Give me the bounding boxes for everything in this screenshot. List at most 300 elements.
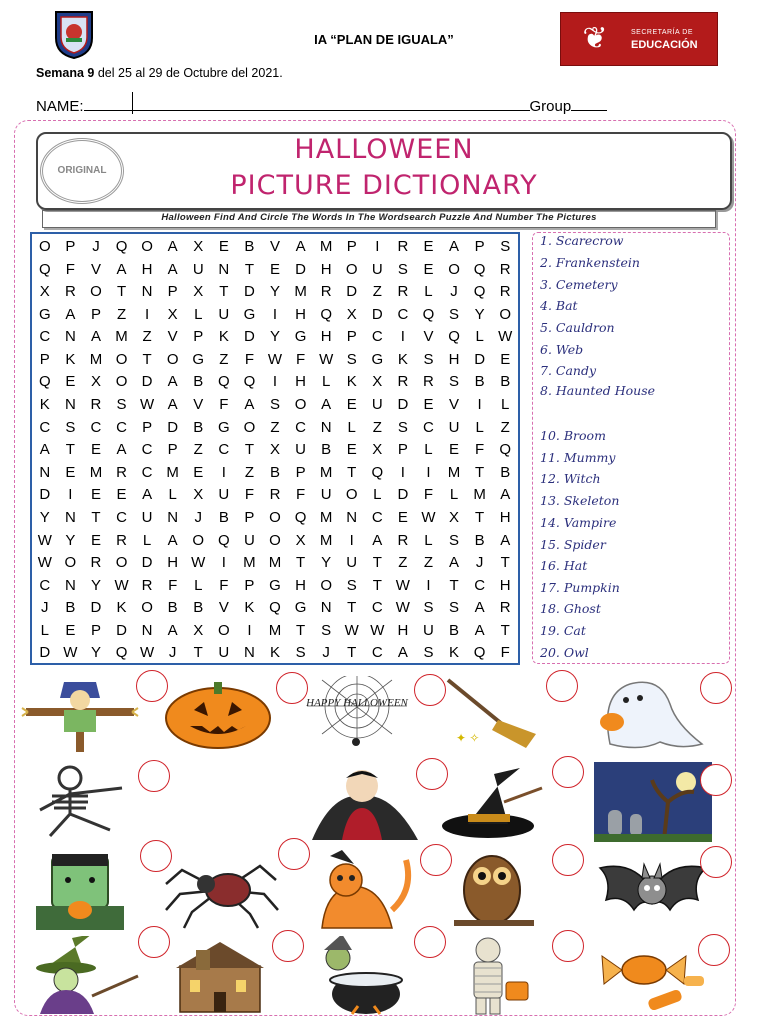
grid-letter[interactable]: Y [39, 508, 50, 526]
grid-letter[interactable]: C [423, 418, 434, 436]
grid-letter[interactable]: G [243, 305, 256, 323]
grid-letter[interactable]: A [116, 260, 127, 278]
grid-letter[interactable]: B [500, 463, 511, 481]
grid-letter[interactable]: J [92, 238, 100, 255]
answer-circle[interactable] [700, 672, 732, 704]
grid-letter[interactable]: R [64, 283, 76, 301]
grid-letter[interactable]: L [449, 486, 459, 504]
grid-letter[interactable]: B [269, 463, 280, 481]
answer-circle[interactable] [416, 758, 448, 790]
grid-letter[interactable]: B [193, 373, 204, 391]
grid-letter[interactable]: M [473, 486, 486, 504]
grid-letter[interactable]: I [68, 486, 73, 504]
answer-circle[interactable] [272, 930, 304, 962]
grid-letter[interactable]: T [475, 508, 485, 526]
grid-letter[interactable]: Q [38, 260, 51, 278]
grid-letter[interactable]: U [218, 486, 230, 504]
grid-letter[interactable]: E [397, 508, 408, 526]
grid-letter[interactable]: U [243, 531, 255, 549]
grid-letter[interactable]: T [500, 621, 510, 639]
grid-letter[interactable]: I [145, 305, 150, 323]
answer-circle[interactable] [276, 672, 308, 704]
grid-letter[interactable]: E [65, 621, 76, 639]
grid-letter[interactable]: E [423, 238, 434, 255]
grid-letter[interactable]: D [371, 305, 383, 323]
grid-letter[interactable]: O [90, 283, 102, 301]
grid-letter[interactable]: K [346, 373, 357, 391]
grid-letter[interactable]: C [141, 463, 153, 481]
grid-letter[interactable]: E [116, 486, 127, 504]
grid-letter[interactable]: B [193, 418, 204, 436]
grid-letter[interactable]: V [423, 328, 434, 346]
grid-letter[interactable]: W [37, 531, 52, 549]
grid-letter[interactable]: M [294, 283, 307, 301]
grid-letter[interactable]: M [319, 238, 333, 255]
grid-letter[interactable]: G [371, 350, 384, 368]
grid-letter[interactable]: S [116, 396, 127, 414]
grid-letter[interactable]: D [346, 283, 358, 301]
grid-letter[interactable]: S [449, 531, 460, 549]
grid-letter[interactable]: H [295, 305, 306, 323]
grid-letter[interactable]: P [244, 576, 255, 594]
grid-letter[interactable]: D [141, 373, 153, 391]
grid-letter[interactable]: M [447, 463, 461, 481]
grid-letter[interactable]: D [90, 599, 102, 617]
grid-letter[interactable]: N [320, 418, 332, 436]
grid-letter[interactable]: W [421, 508, 436, 526]
grid-letter[interactable]: T [116, 283, 127, 301]
grid-letter[interactable]: T [244, 260, 254, 278]
grid-letter[interactable]: W [267, 350, 283, 368]
grid-letter[interactable]: B [167, 599, 178, 617]
grid-letter[interactable]: O [141, 238, 153, 255]
grid-letter[interactable]: Q [320, 305, 332, 323]
grid-letter[interactable]: Z [423, 554, 434, 572]
grid-letter[interactable]: R [499, 599, 511, 617]
grid-letter[interactable]: G [294, 599, 307, 617]
grid-letter[interactable]: Q [243, 373, 256, 391]
grid-letter[interactable]: T [475, 463, 485, 481]
answer-circle[interactable] [546, 670, 578, 702]
grid-letter[interactable]: W [498, 328, 513, 346]
grid-letter[interactable]: R [499, 283, 511, 301]
grid-letter[interactable]: S [449, 305, 460, 323]
answer-circle[interactable] [414, 926, 446, 958]
grid-letter[interactable]: N [218, 260, 230, 278]
grid-letter[interactable]: X [346, 305, 357, 323]
grid-letter[interactable]: L [424, 283, 433, 301]
grid-letter[interactable]: G [192, 350, 205, 368]
grid-letter[interactable]: C [116, 508, 127, 526]
grid-letter[interactable]: J [450, 283, 458, 301]
grid-letter[interactable]: O [269, 508, 281, 526]
grid-letter[interactable]: W [114, 576, 129, 594]
grid-letter[interactable]: S [500, 238, 511, 255]
grid-letter[interactable]: E [423, 396, 434, 414]
grid-letter[interactable]: I [349, 531, 354, 549]
grid-letter[interactable]: Z [142, 328, 152, 346]
grid-letter[interactable]: B [193, 599, 204, 617]
grid-letter[interactable]: D [39, 486, 51, 504]
grid-letter[interactable]: P [167, 441, 178, 459]
grid-letter[interactable]: M [319, 463, 333, 481]
grid-letter[interactable]: D [243, 283, 255, 301]
grid-letter[interactable]: T [142, 350, 152, 368]
grid-letter[interactable]: A [449, 238, 460, 255]
grid-letter[interactable]: A [474, 621, 485, 639]
grid-letter[interactable]: R [90, 554, 102, 572]
grid-letter[interactable]: C [474, 576, 486, 594]
grid-letter[interactable]: T [295, 621, 306, 639]
grid-letter[interactable]: L [475, 328, 484, 346]
grid-letter[interactable]: K [244, 599, 255, 617]
grid-letter[interactable]: U [295, 441, 306, 459]
grid-letter[interactable]: L [142, 531, 152, 549]
grid-letter[interactable]: K [269, 644, 280, 662]
grid-letter[interactable]: E [65, 373, 76, 391]
grid-letter[interactable]: T [500, 554, 510, 572]
grid-letter[interactable]: S [397, 260, 408, 278]
grid-letter[interactable]: B [449, 621, 460, 639]
grid-letter[interactable]: B [244, 238, 255, 255]
grid-letter[interactable]: V [449, 396, 460, 414]
grid-letter[interactable]: K [65, 350, 76, 368]
grid-letter[interactable]: F [244, 486, 254, 504]
grid-letter[interactable]: Q [448, 328, 460, 346]
grid-letter[interactable]: Y [269, 283, 280, 301]
grid-letter[interactable]: S [449, 373, 460, 391]
grid-letter[interactable]: S [346, 576, 357, 594]
grid-letter[interactable]: W [191, 554, 206, 572]
grid-letter[interactable]: W [63, 644, 78, 662]
grid-letter[interactable]: S [423, 350, 434, 368]
grid-letter[interactable]: B [474, 373, 485, 391]
grid-letter[interactable]: J [475, 554, 484, 572]
grid-letter[interactable]: D [295, 260, 306, 278]
grid-letter[interactable]: G [38, 305, 51, 323]
grid-letter[interactable]: A [167, 621, 178, 639]
grid-letter[interactable]: Q [499, 441, 512, 459]
grid-letter[interactable]: Q [269, 599, 281, 617]
grid-letter[interactable]: G [294, 328, 307, 346]
grid-letter[interactable]: X [193, 486, 204, 504]
grid-letter[interactable]: X [449, 508, 460, 526]
grid-letter[interactable]: F [423, 486, 434, 504]
grid-letter[interactable]: R [269, 486, 281, 504]
grid-letter[interactable]: T [244, 441, 254, 459]
grid-letter[interactable]: H [499, 576, 511, 594]
grid-letter[interactable]: D [474, 350, 486, 368]
grid-letter[interactable]: V [167, 328, 178, 346]
grid-letter[interactable]: P [346, 328, 357, 346]
grid-letter[interactable]: Y [474, 305, 485, 323]
grid-letter[interactable]: X [193, 621, 204, 639]
grid-letter[interactable]: F [219, 396, 229, 414]
grid-letter[interactable]: A [167, 238, 178, 255]
grid-letter[interactable]: O [115, 350, 128, 368]
grid-letter[interactable]: K [449, 644, 460, 662]
grid-letter[interactable]: O [499, 305, 512, 323]
grid-letter[interactable]: N [141, 283, 153, 301]
grid-letter[interactable]: L [424, 531, 433, 549]
grid-letter[interactable]: L [194, 576, 203, 594]
grid-letter[interactable]: N [167, 508, 179, 526]
grid-letter[interactable]: A [167, 531, 178, 549]
grid-letter[interactable]: Q [473, 283, 486, 301]
grid-letter[interactable]: O [166, 350, 179, 368]
name-blank[interactable] [84, 96, 530, 111]
grid-letter[interactable]: P [397, 441, 408, 459]
answer-circle[interactable] [698, 934, 730, 966]
grid-letter[interactable]: V [90, 260, 101, 278]
grid-letter[interactable]: P [167, 283, 178, 301]
grid-letter[interactable]: U [346, 554, 358, 572]
grid-letter[interactable]: F [65, 260, 75, 278]
grid-letter[interactable]: E [269, 260, 280, 278]
answer-circle[interactable] [138, 926, 170, 958]
grid-letter[interactable]: P [90, 305, 101, 323]
grid-letter[interactable]: M [243, 554, 256, 572]
grid-letter[interactable]: D [116, 621, 127, 639]
grid-letter[interactable]: S [321, 621, 332, 639]
grid-letter[interactable]: T [449, 576, 459, 594]
grid-letter[interactable]: Z [398, 554, 408, 572]
grid-letter[interactable]: A [449, 554, 460, 572]
answer-circle[interactable] [278, 838, 310, 870]
grid-letter[interactable]: O [64, 554, 77, 572]
grid-letter[interactable]: X [193, 238, 204, 255]
grid-letter[interactable]: W [370, 621, 385, 639]
grid-letter[interactable]: H [448, 350, 460, 368]
grid-letter[interactable]: M [268, 554, 282, 572]
grid-letter[interactable]: A [90, 328, 101, 346]
grid-letter[interactable]: S [65, 418, 76, 436]
grid-letter[interactable]: C [218, 441, 230, 459]
grid-letter[interactable]: U [448, 418, 460, 436]
grid-letter[interactable]: I [400, 463, 405, 481]
grid-letter[interactable]: C [116, 418, 127, 436]
grid-letter[interactable]: Q [38, 373, 51, 391]
grid-letter[interactable]: Y [90, 576, 101, 594]
grid-letter[interactable]: D [167, 418, 179, 436]
grid-letter[interactable]: C [90, 418, 102, 436]
grid-letter[interactable]: Q [115, 644, 128, 662]
grid-letter[interactable]: F [295, 486, 306, 504]
grid-letter[interactable]: O [115, 373, 128, 391]
grid-letter[interactable]: M [166, 463, 179, 481]
grid-letter[interactable]: N [64, 328, 76, 346]
grid-letter[interactable]: R [397, 238, 409, 255]
answer-circle[interactable] [700, 764, 732, 796]
grid-letter[interactable]: P [193, 328, 204, 346]
grid-letter[interactable]: N [39, 463, 51, 481]
grid-letter[interactable]: A [500, 486, 511, 504]
grid-letter[interactable]: P [39, 350, 50, 368]
grid-letter[interactable]: I [375, 238, 380, 255]
grid-letter[interactable]: A [167, 260, 178, 278]
grid-letter[interactable]: O [345, 486, 358, 504]
grid-letter[interactable]: Z [372, 418, 382, 436]
grid-letter[interactable]: Q [473, 260, 486, 278]
grid-letter[interactable]: C [295, 418, 306, 436]
grid-letter[interactable]: R [397, 373, 409, 391]
grid-letter[interactable]: K [218, 328, 229, 346]
grid-letter[interactable]: W [344, 621, 359, 639]
grid-letter[interactable]: Y [65, 531, 76, 549]
grid-letter[interactable]: S [423, 599, 434, 617]
answer-circle[interactable] [552, 930, 584, 962]
grid-letter[interactable]: D [397, 486, 409, 504]
grid-letter[interactable]: W [37, 554, 52, 572]
grid-letter[interactable]: D [243, 328, 255, 346]
grid-letter[interactable]: I [426, 463, 431, 481]
grid-letter[interactable]: A [244, 396, 255, 414]
grid-letter[interactable]: A [474, 599, 485, 617]
grid-letter[interactable]: C [39, 418, 51, 436]
grid-letter[interactable]: H [167, 554, 179, 572]
grid-letter[interactable]: O [218, 621, 230, 639]
grid-letter[interactable]: N [64, 396, 76, 414]
grid-letter[interactable]: C [371, 599, 383, 617]
grid-letter[interactable]: T [295, 554, 306, 572]
grid-letter[interactable]: N [141, 621, 153, 639]
grid-letter[interactable]: V [218, 599, 229, 617]
grid-letter[interactable]: Z [500, 418, 510, 436]
grid-letter[interactable]: U [141, 508, 153, 526]
grid-letter[interactable]: X [193, 283, 204, 301]
grid-letter[interactable]: P [142, 418, 153, 436]
grid-letter[interactable]: L [168, 486, 177, 504]
answer-circle[interactable] [414, 674, 446, 706]
grid-letter[interactable]: M [319, 508, 333, 526]
grid-letter[interactable]: C [371, 328, 383, 346]
grid-letter[interactable]: O [192, 531, 205, 549]
grid-letter[interactable]: H [295, 576, 306, 594]
grid-letter[interactable]: I [272, 305, 278, 323]
grid-letter[interactable]: X [372, 441, 383, 459]
grid-letter[interactable]: Z [270, 418, 280, 436]
grid-letter[interactable]: K [116, 599, 127, 617]
grid-letter[interactable]: Q [371, 463, 384, 481]
grid-letter[interactable]: U [218, 305, 230, 323]
grid-letter[interactable]: O [448, 260, 460, 278]
grid-letter[interactable]: M [89, 463, 103, 481]
grid-letter[interactable]: Q [473, 644, 486, 662]
grid-letter[interactable]: U [218, 644, 230, 662]
grid-letter[interactable]: W [140, 644, 155, 662]
grid-letter[interactable]: E [500, 350, 511, 368]
grid-letter[interactable]: R [141, 576, 153, 594]
grid-letter[interactable]: E [346, 441, 357, 459]
grid-letter[interactable]: V [193, 396, 204, 414]
grid-letter[interactable]: F [219, 576, 229, 594]
grid-letter[interactable]: A [321, 396, 332, 414]
grid-letter[interactable]: Q [218, 531, 230, 549]
grid-letter[interactable]: M [268, 621, 282, 639]
grid-letter[interactable]: U [371, 260, 383, 278]
grid-letter[interactable]: N [64, 508, 76, 526]
grid-letter[interactable]: K [397, 350, 408, 368]
grid-letter[interactable]: T [65, 441, 75, 459]
grid-letter[interactable]: O [115, 554, 128, 572]
grid-letter[interactable]: R [397, 531, 409, 549]
grid-letter[interactable]: C [397, 305, 409, 323]
grid-letter[interactable]: U [192, 260, 204, 278]
grid-letter[interactable]: M [319, 531, 333, 549]
grid-letter[interactable]: Z [116, 305, 127, 323]
grid-letter[interactable]: S [269, 396, 280, 414]
grid-letter[interactable]: C [371, 644, 383, 662]
grid-letter[interactable]: A [372, 531, 383, 549]
grid-letter[interactable]: E [193, 463, 204, 481]
grid-letter[interactable]: O [269, 531, 281, 549]
grid-letter[interactable]: B [474, 531, 485, 549]
grid-letter[interactable]: X [295, 531, 306, 549]
grid-letter[interactable]: A [39, 441, 50, 459]
grid-letter[interactable]: R [499, 260, 511, 278]
grid-letter[interactable]: C [39, 576, 51, 594]
grid-letter[interactable]: T [347, 599, 357, 617]
grid-letter[interactable]: L [40, 621, 49, 639]
answer-circle[interactable] [140, 840, 172, 872]
grid-letter[interactable]: A [116, 441, 127, 459]
grid-letter[interactable]: Y [321, 554, 332, 572]
grid-letter[interactable]: N [64, 576, 76, 594]
grid-letter[interactable]: H [320, 328, 332, 346]
grid-letter[interactable]: J [322, 644, 330, 662]
grid-letter[interactable]: K [39, 396, 50, 414]
grid-letter[interactable]: Z [193, 441, 203, 459]
grid-letter[interactable]: A [65, 305, 76, 323]
grid-letter[interactable]: X [39, 283, 50, 301]
grid-letter[interactable]: I [272, 373, 278, 391]
grid-letter[interactable]: S [423, 644, 434, 662]
grid-letter[interactable]: C [141, 441, 153, 459]
grid-letter[interactable]: E [90, 486, 101, 504]
grid-letter[interactable]: B [65, 599, 76, 617]
grid-letter[interactable]: W [319, 350, 334, 368]
answer-circle[interactable] [420, 844, 452, 876]
grid-letter[interactable]: P [346, 238, 357, 255]
grid-letter[interactable]: S [346, 350, 357, 368]
grid-letter[interactable]: V [269, 238, 280, 255]
grid-letter[interactable]: P [65, 238, 76, 255]
grid-letter[interactable]: F [500, 644, 510, 662]
grid-letter[interactable]: H [499, 508, 511, 526]
grid-letter[interactable]: Z [244, 463, 254, 481]
grid-letter[interactable]: R [423, 373, 434, 391]
grid-letter[interactable]: E [423, 260, 434, 278]
grid-letter[interactable]: X [90, 373, 101, 391]
answer-circle[interactable] [136, 670, 168, 702]
grid-letter[interactable]: A [397, 644, 408, 662]
grid-letter[interactable]: L [321, 373, 331, 391]
grid-letter[interactable]: Q [218, 373, 230, 391]
answer-circle[interactable] [552, 756, 584, 788]
grid-letter[interactable]: B [218, 508, 229, 526]
grid-letter[interactable]: P [244, 508, 255, 526]
grid-letter[interactable]: S [449, 599, 460, 617]
grid-letter[interactable]: P [474, 238, 485, 255]
grid-letter[interactable]: U [320, 486, 332, 504]
grid-letter[interactable]: E [90, 531, 101, 549]
grid-letter[interactable]: A [167, 373, 178, 391]
grid-letter[interactable]: R [90, 396, 102, 414]
grid-letter[interactable]: E [65, 463, 76, 481]
grid-letter[interactable]: I [247, 621, 252, 639]
grid-letter[interactable]: T [372, 554, 382, 572]
grid-letter[interactable]: T [347, 644, 357, 662]
